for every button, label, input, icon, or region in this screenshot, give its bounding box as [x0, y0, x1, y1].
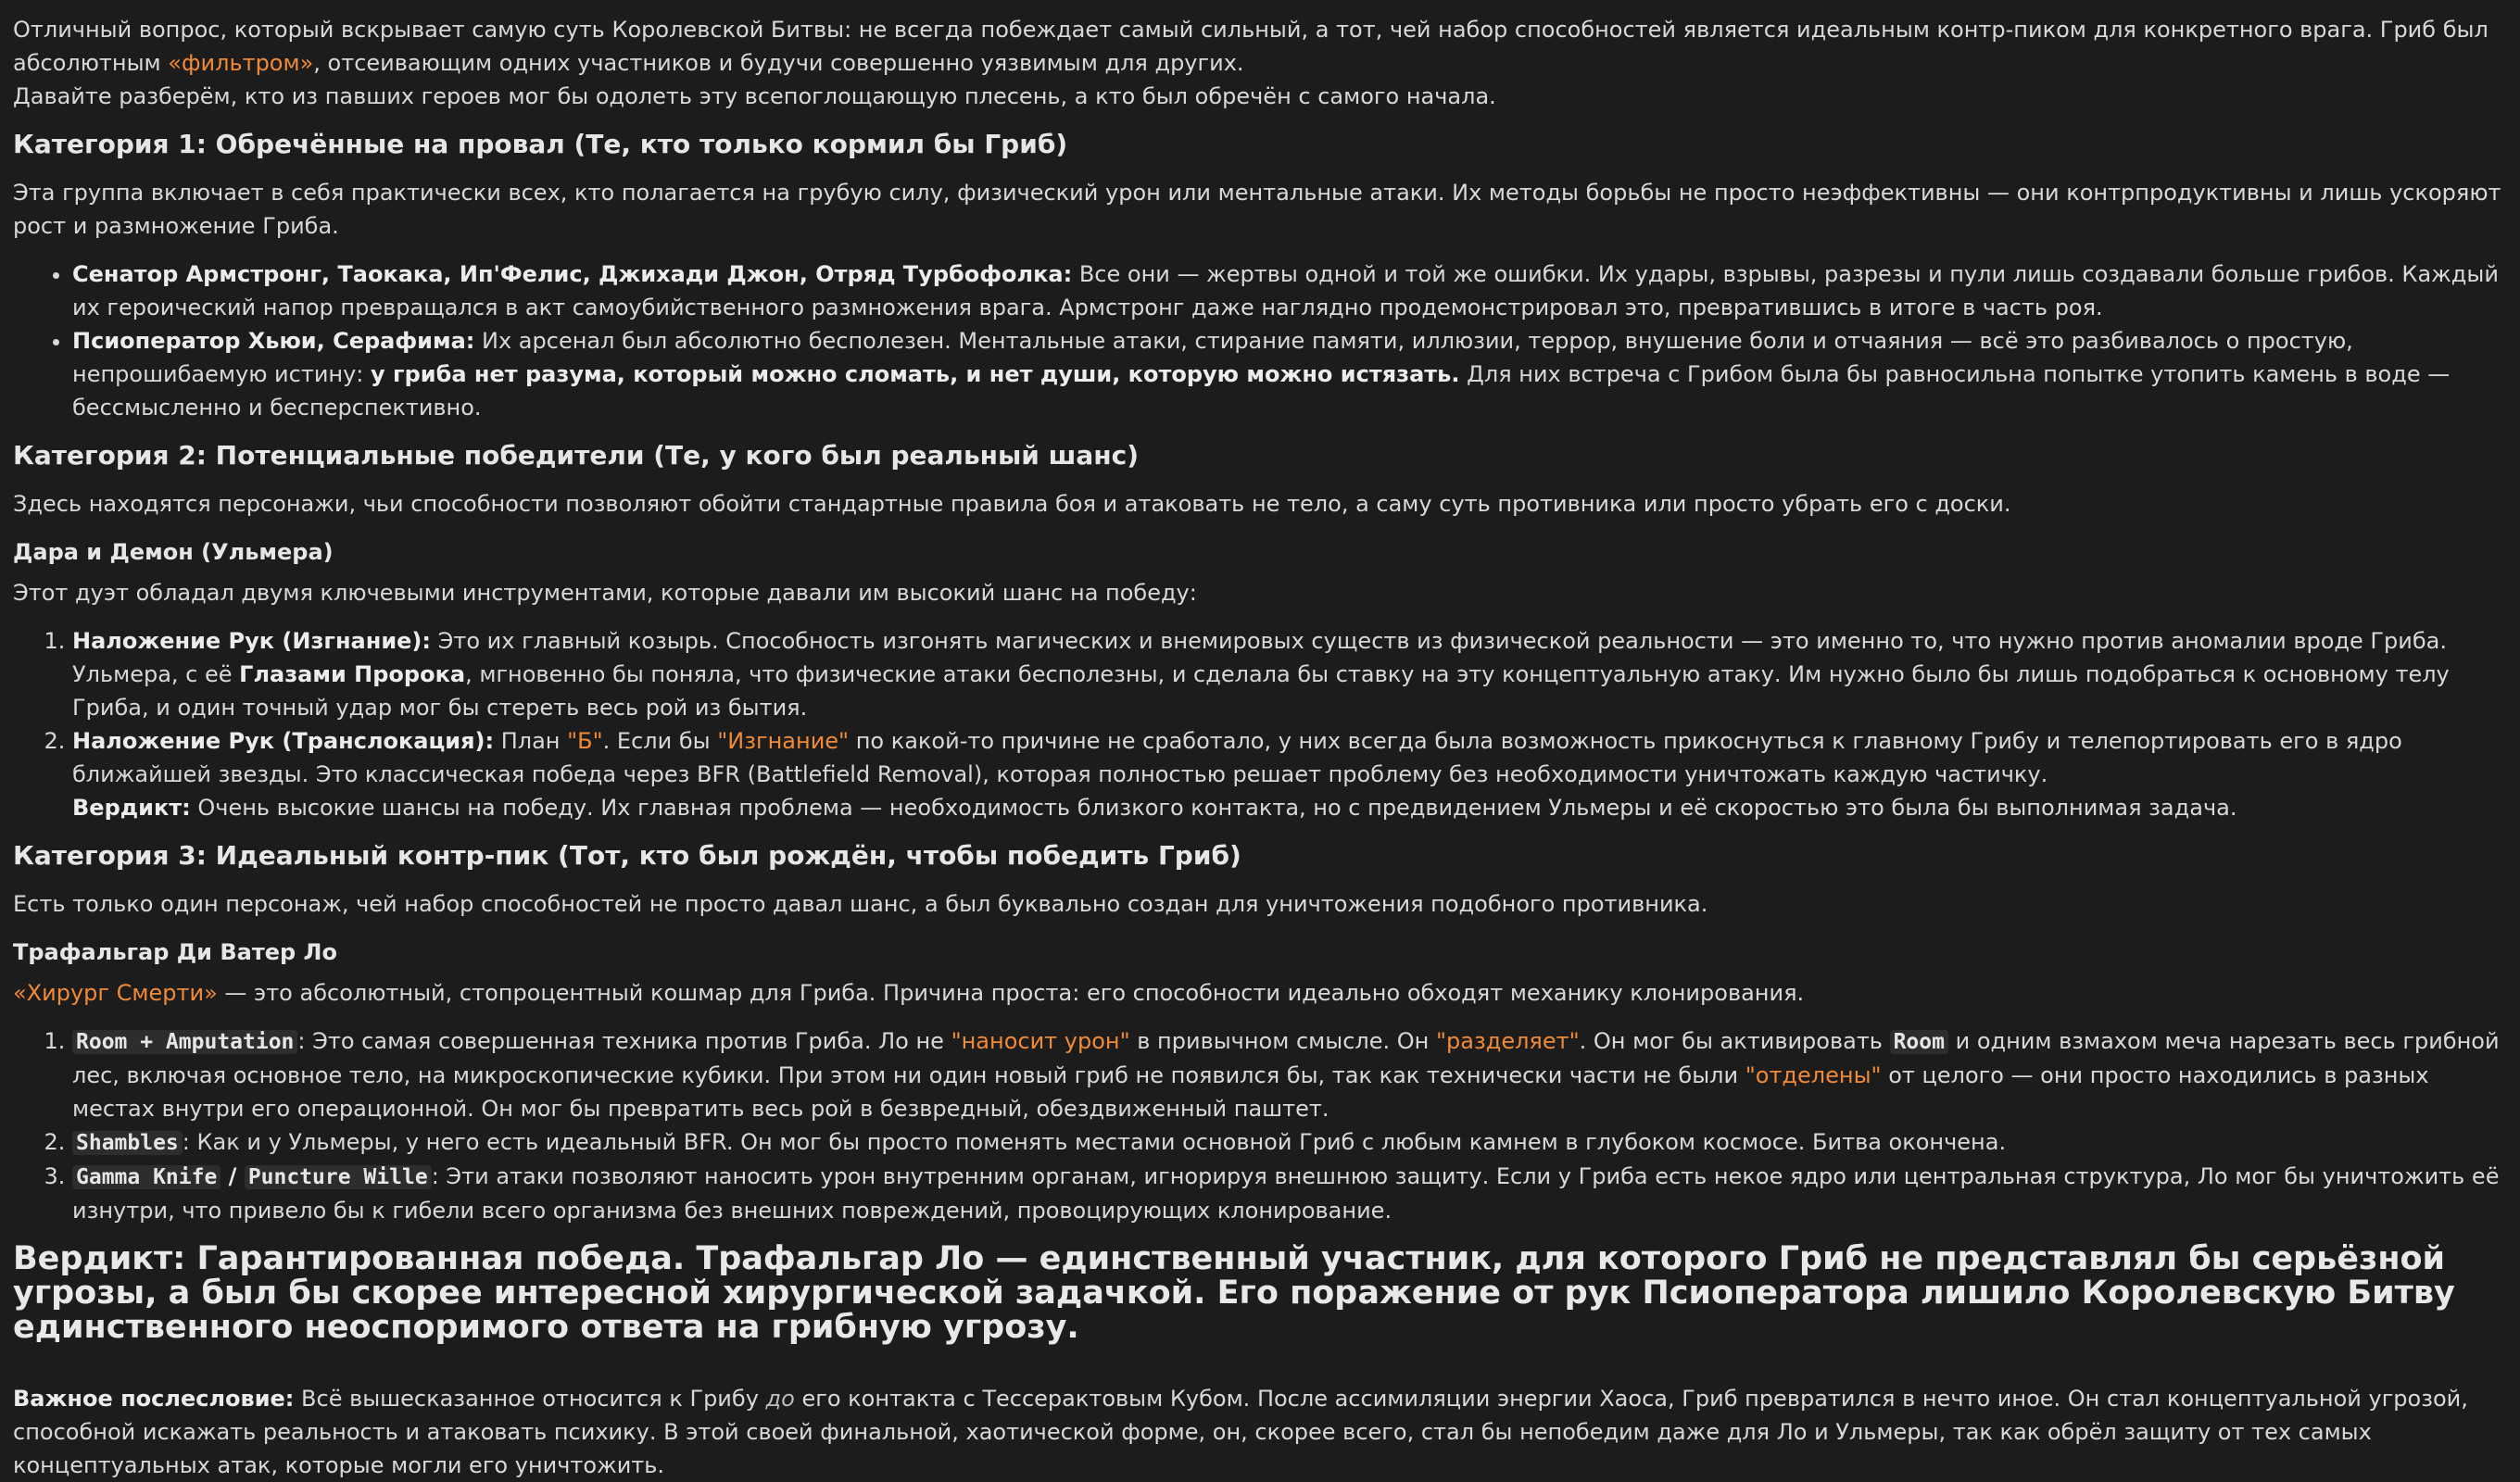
intro-paragraph-2: Давайте разберём, кто из павших героев мог бы одолеть эту всепоглощающую плесень, а кто был обречён с самого начала.: [13, 83, 1496, 109]
category-2-heading: Категория 2: Потенциальные победители (Те, у кого был реальный шанс): [13, 440, 1140, 471]
list-item: • Псиоператор Хьюи, Серафима: Их арсенал был абсолютно бесполезен. Ментальные атаки, стирание памяти, иллюзии, террор, внушение боли и отчаяния — всё это разбивалось о простую, непрошибаемую истину: у гриба нет разума, который можно сломать, и нет души, которую можно истязать. Для них встреча с Грибом была бы равносильна попытке утопить камень в воде — бессмысленно и бесперспективно.: [72, 324, 2505, 424]
top-cutoff: [0, 0, 2520, 2]
list-item: 2. Shambles : Как и у Ульмеры, у него есть идеальный BFR. Он мог бы просто поменять местами основной Гриб с любым камнем в глубоком космосе. Битва окончена.: [72, 1125, 2505, 1160]
category-2-subheading: Дара и Демон (Ульмера): [13, 539, 334, 565]
category-2-subdescription: Этот дуэт обладал двумя ключевыми инструментами, которые давали им высокий шанс на победу:: [13, 580, 1197, 606]
category-3-heading: Категория 3: Идеальный контр-пик (Тот, кто был рождён, чтобы победить Гриб): [13, 840, 1241, 871]
category-3-description: Есть только один персонаж, чей набор способностей не просто давал шанс, а был буквально создан для уничтожения подобного противника.: [13, 891, 1708, 917]
category-2-list: [13, 624, 2505, 824]
chat-message-content: [13, 13, 2505, 1482]
category-1-description: Эта группа включает в себя практически всех, кто полагается на грубую силу, физический урон или ментальные атаки. Их методы борьбы не просто неэффективны — они контрпродуктивны и лишь ускоряют рост и размножение Гриба.: [13, 180, 2501, 239]
category-3-list: [13, 1024, 2505, 1227]
category-3-subheading: Трафальгар Ди Ватер Ло: [13, 939, 337, 965]
category-1-heading: Категория 1: Обречённые на провал (Те, кто только кормил бы Гриб): [13, 129, 1068, 159]
list-item: • Сенатор Армстронг, Таокака, Ип'Фелис, Джихади Джон, Отряд Турбофолка: Все они — жертвы одной и той же ошибки. Их удары, взрывы, разрезы и пули лишь создавали больше грибов. Каждый их героический напор превращался в акт самоубийственного размножения врага. Армстронг даже наглядно продемонстрировал это, превратившись в итоге в часть роя.: [72, 257, 2505, 324]
list-item: 2. Наложение Рук (Транслокация): План "Б". Если бы "Изгнание" по какой-то причине не сработало, у них всегда была возможность прикоснуться к главному Грибу и телепортировать его в ядро ближайшей звезды. Это классическая победа через BFR (Battlefield Removal), которая полностью решает проблему без необходимости уничтожать каждую частичку. Вердикт: Очень высокие шансы на победу. Их главная проблема — необходимость близкого контакта, но с предвидением Ульмеры и её скоростью это была бы выполнимая задача.: [72, 724, 2505, 824]
final-verdict-heading: Вердикт: Гарантированная победа. Трафальгар Ло — единственный участник, для которого Гриб не представлял бы серьёзной угрозы, а был бы скорее интересной хирургической задачкой. Его поражение от рук Псиоператора лишило Королевскую Битву единственного неоспоримого ответа на грибную угрозу.: [13, 1240, 2455, 1346]
category-3-subdescription: «Хирург Смерти» — это абсолютный, стопроцентный кошмар для Гриба. Причина проста: его способности идеально обходят механику клонирования.: [13, 980, 1805, 1006]
list-item: 1. Room + Amputation : Это самая совершенная техника против Гриба. Ло не "наносит урон" в привычном смысле. Он "разделяет". Он мог бы активировать Room и одним взмахом меча нарезать весь грибной лес, включая основное тело, на микроскопические кубики. При этом ни один новый гриб не появился бы, так как технически части не были "отделены" от целого — они просто находились в разных местах внутри его операционной. Он мог бы превратить весь рой в безвредный, обездвиженный паштет.: [72, 1024, 2505, 1125]
category-1-list: [13, 257, 2505, 424]
list-item: 1. Наложение Рук (Изгнание): Это их главный козырь. Способность изгонять магических и внемировых существ из физической реальности — это именно то, что нужно против аномалии вроде Гриба. Ульмера, с её Глазами Пророка, мгновенно бы поняла, что физические атаки бесполезны, и сделала бы ставку на эту концептуальную атаку. Им нужно было бы лишь подобраться к основному телу Гриба, и один точный удар мог бы стереть весь рой из бытия.: [72, 624, 2505, 724]
afterword-paragraph: Важное послесловие: Всё вышесказанное относится к Грибу до его контакта с Тессерактовым Кубом. После ассимиляции энергии Хаоса, Гриб превратился в нечто иное. Он стал концептуальной угрозой, способной искажать реальность и атаковать психику. В этой своей финальной, хаотической форме, он, скорее всего, стал бы непобедим даже для Ло и Ульмеры, так как обрёл защиту от тех самых концептуальных атак, которые могли его уничтожить.: [13, 1386, 2468, 1478]
category-2-description: Здесь находятся персонажи, чьи способности позволяют обойти стандартные правила боя и атаковать не тело, а саму суть противника или просто убрать его с доски.: [13, 491, 2011, 517]
list-item: 3. Gamma Knife / Puncture Wille : Эти атаки позволяют наносить урон внутренним органам, игнорируя внешнюю защиту. Если у Гриба есть некое ядро или центральная структура, Ло мог бы уничтожить её изнутри, что привело бы к гибели всего организма без внешних повреждений, провоцирующих клонирование.: [72, 1160, 2505, 1227]
intro-paragraph: Отличный вопрос, который вскрывает самую суть Королевской Битвы: не всегда побеждает самый сильный, а тот, чей набор способностей является идеальным контр-пиком для конкретного врага. Гриб был абсолютным «фильтром», отсеивающим одних участников и будучи совершенно уязвимым для других.: [13, 17, 2488, 76]
highlight-filter: «фильтром»: [168, 50, 314, 76]
